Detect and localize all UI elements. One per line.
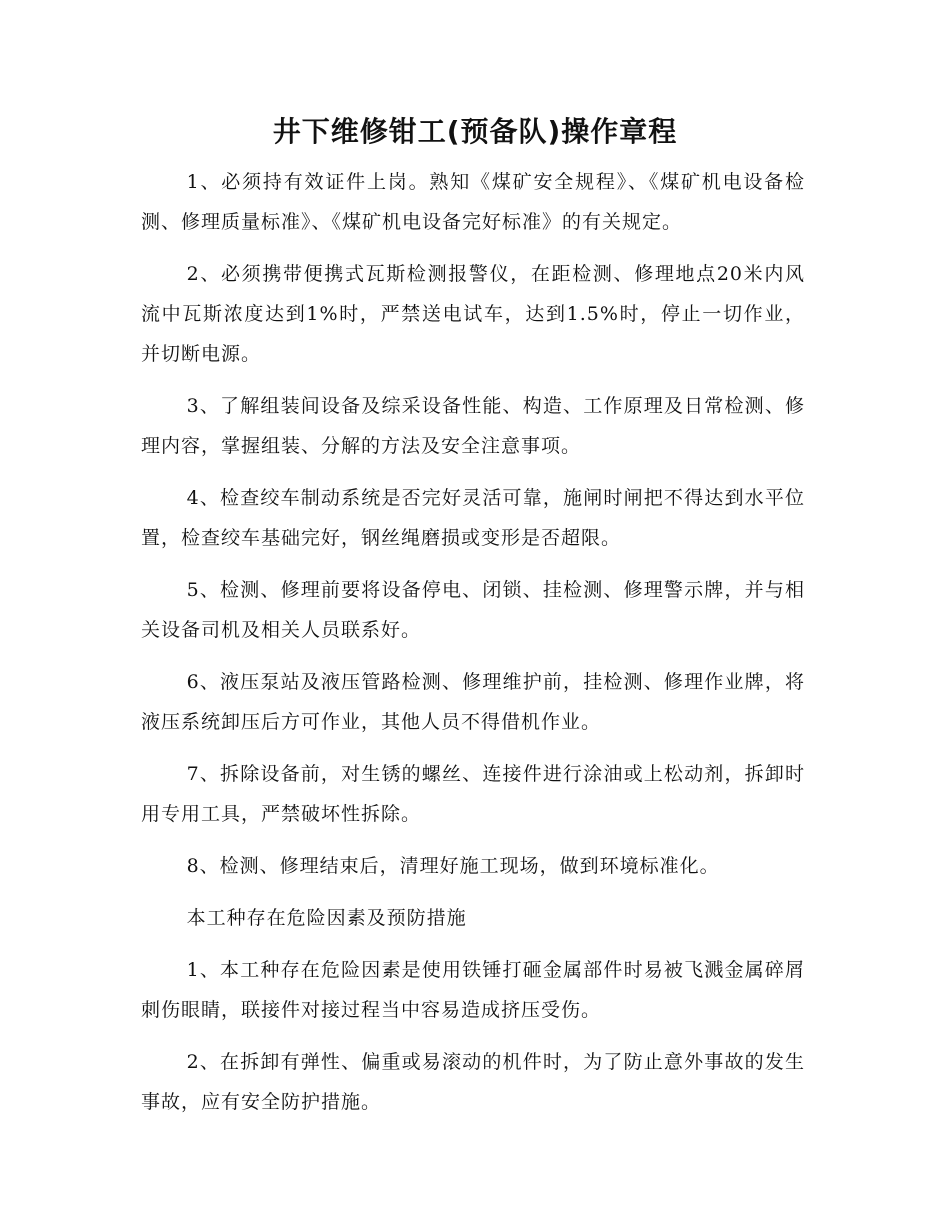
paragraph-rule-7: 7、拆除设备前，对生锈的螺丝、连接件进行涂油或上松动剂，拆卸时用专用工具，严禁破坏性拆除。 [141, 763, 805, 825]
paragraph-rule-4: 4、检查绞车制动系统是否完好灵活可靠，施闸时闸把不得达到水平位置，检查绞车基础完好，钢丝绳磨损或变形是否超限。 [141, 487, 805, 549]
paragraph-rule-3: 3、了解组装间设备及综采设备性能、构造、工作原理及日常检测、修理内容，掌握组装、分解的方法及安全注意事项。 [141, 395, 805, 457]
paragraph-hazard-1: 1、本工种存在危险因素是使用铁锤打砸金属部件时易被飞溅金属碎屑刺伤眼睛，联接件对接过程当中容易造成挤压受伤。 [141, 959, 805, 1021]
document-body [141, 162, 805, 1134]
section-heading-hazards: 本工种存在危险因素及预防措施 [186, 907, 467, 929]
paragraph-rule-8: 8、检测、修理结束后，清理好施工现场，做到环境标准化。 [186, 855, 720, 877]
paragraph-rule-2: 2、必须携带便携式瓦斯检测报警仪，在距检测、修理地点20米内风流中瓦斯浓度达到1%时，严禁送电试车，达到1.5%时，停止一切作业，并切断电源。 [141, 263, 805, 365]
paragraph-rule-6: 6、液压泵站及液压管路检测、修理维护前，挂检测、修理作业牌，将液压系统卸压后方可作业，其他人员不得借机作业。 [141, 671, 805, 733]
paragraph-hazard-2: 2、在拆卸有弹性、偏重或易滚动的机件时，为了防止意外事故的发生事故，应有安全防护措施。 [141, 1051, 805, 1113]
document-title: 井下维修钳工(预备队)操作章程 [272, 115, 678, 148]
paragraph-rule-1: 1、必须持有效证件上岗。熟知《煤矿安全规程》、《煤矿机电设备检测、修理质量标准》、《煤矿机电设备完好标准》的有关规定。 [141, 171, 805, 233]
paragraph-rule-5: 5、检测、修理前要将设备停电、闭锁、挂检测、修理警示牌，并与相关设备司机及相关人员联系好。 [141, 579, 805, 641]
